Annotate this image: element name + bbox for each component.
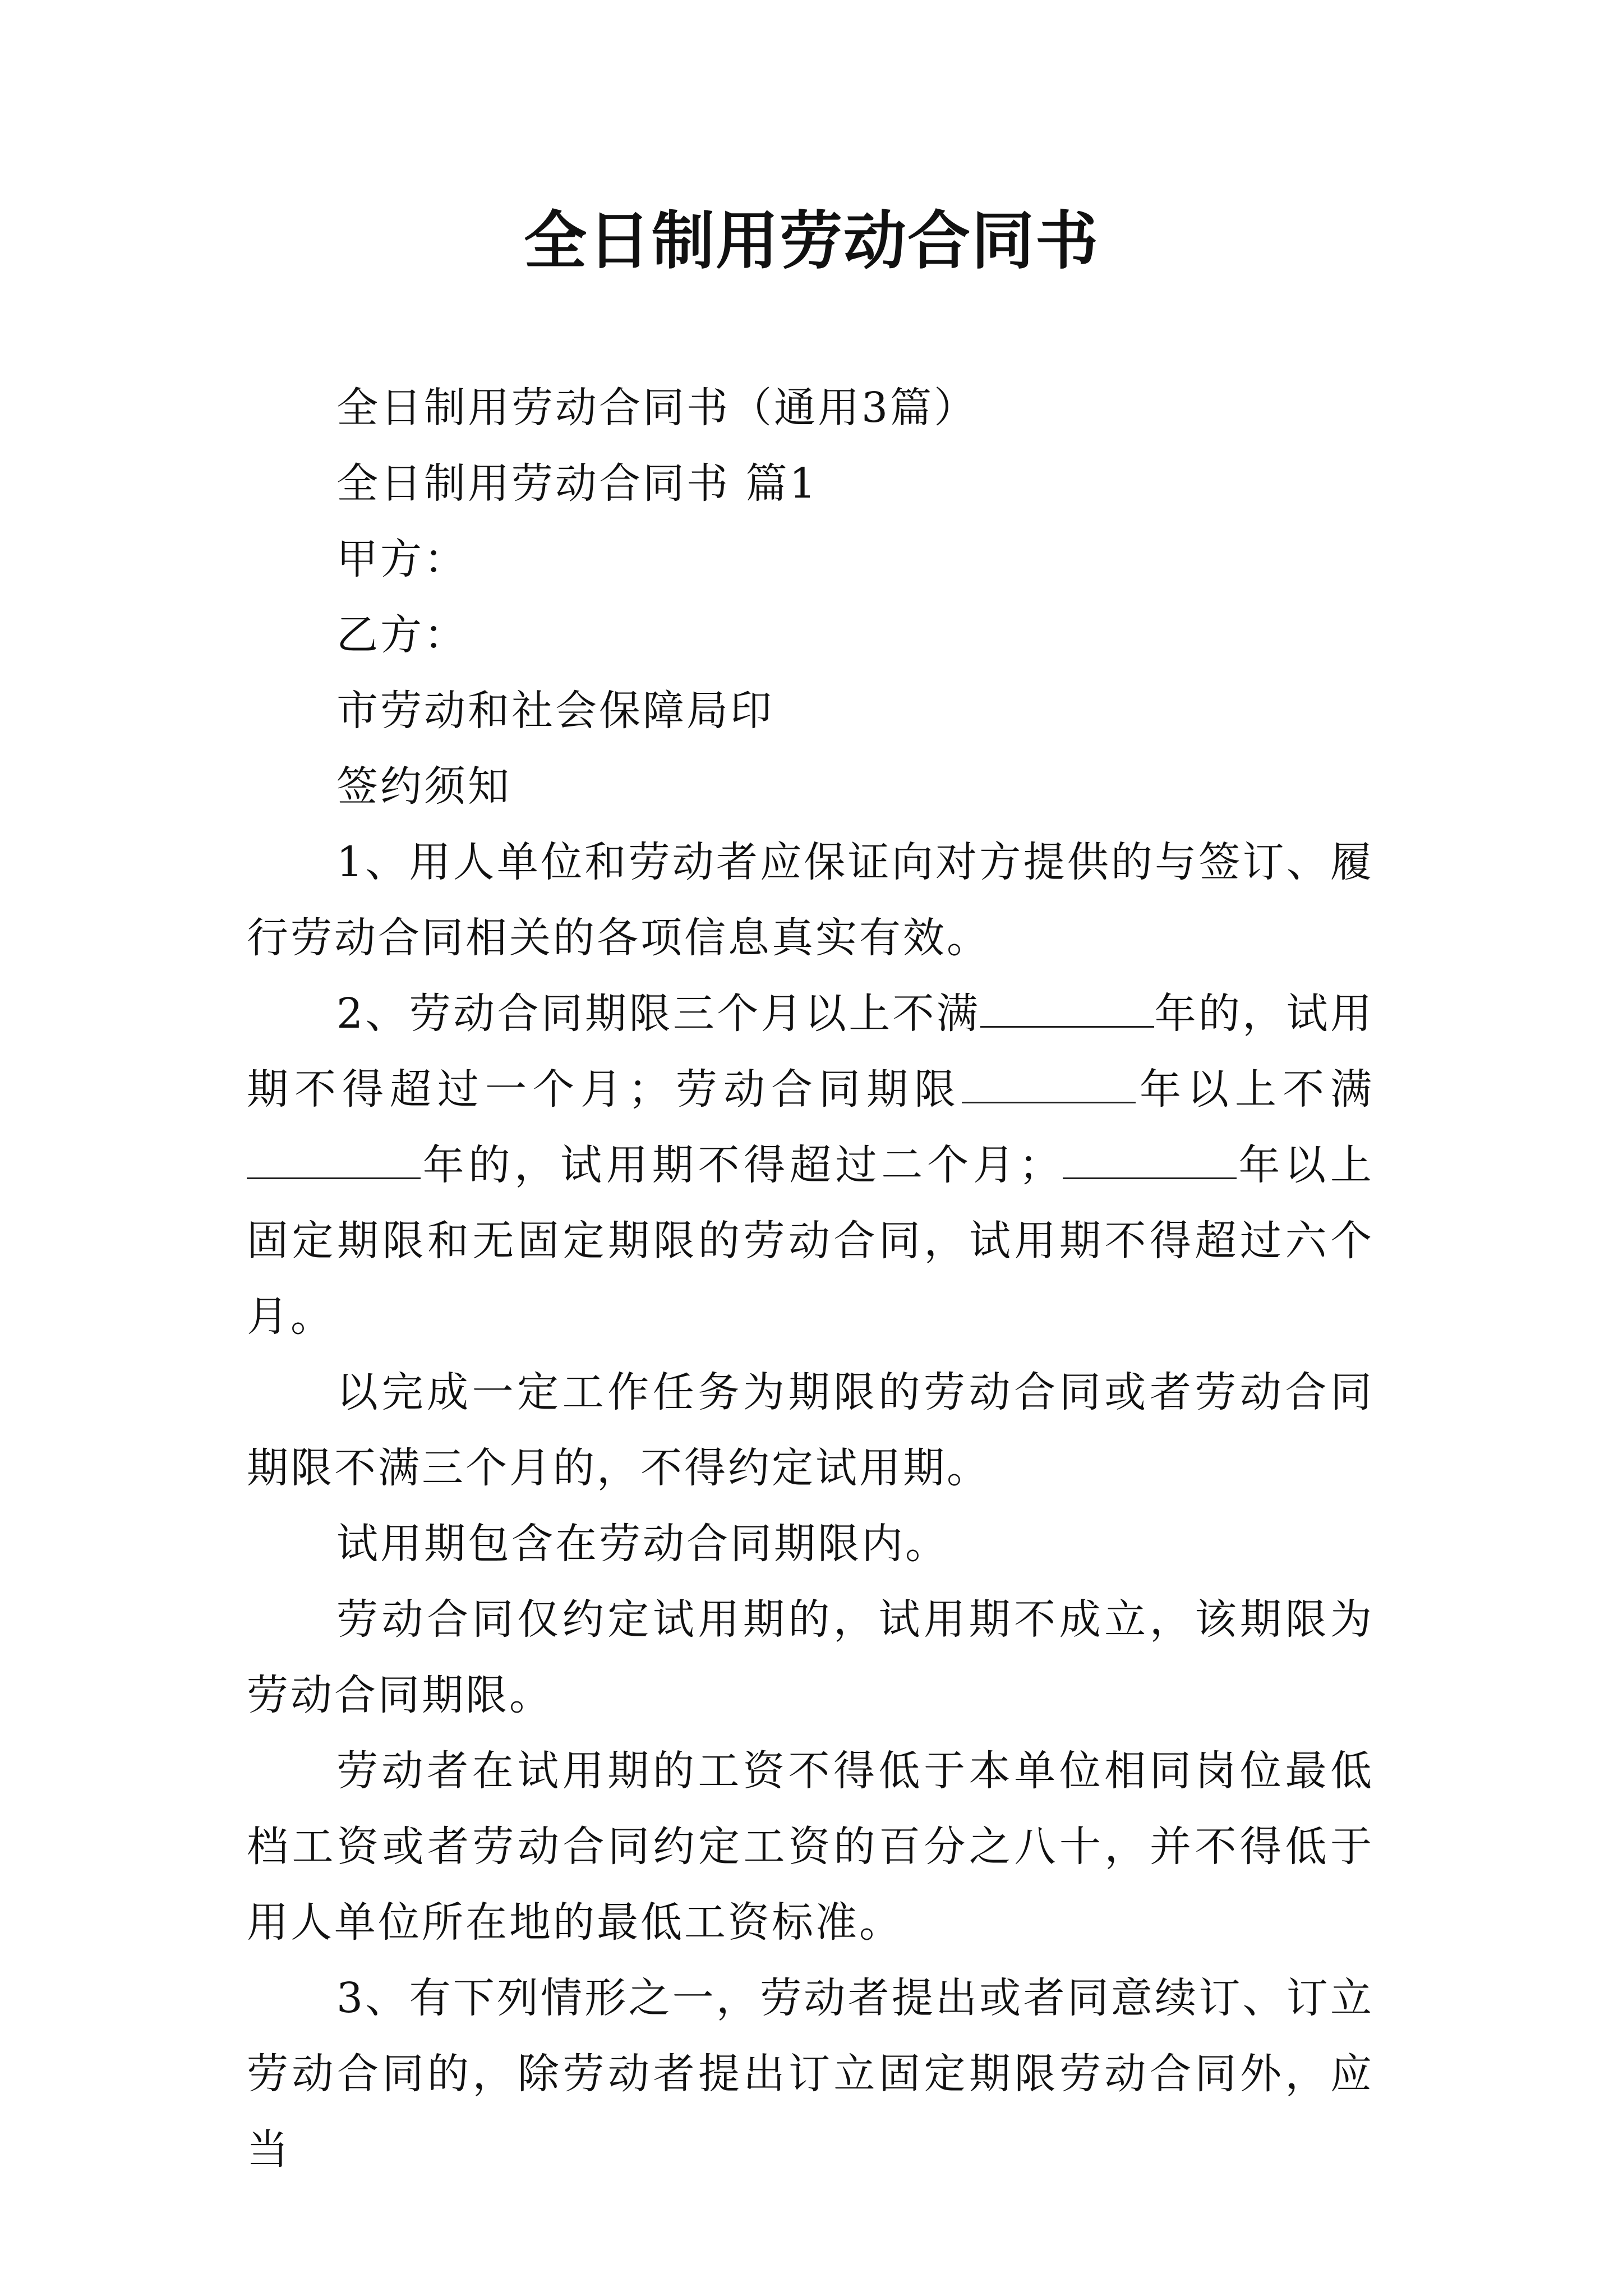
part-heading: 全日制用劳动合同书 篇1 [336,459,818,508]
issuer-line: 市劳动和社会保障局印 [336,687,774,735]
paragraph-probation-only: 劳动合同仅约定试用期的，试用期不成立，该期限为劳动合同期限。 [247,1595,1374,1719]
item-2-text-5: 年以上固定期限和无固定期限的劳动合同，试用期不得超过六个月。 [247,1141,1375,1341]
document-body [247,370,1374,2188]
item-2-text-2: 年的，试用期不得超过一个月；劳动合同期限 [247,990,1374,1114]
item-2-text-1: 2、劳动合同期限三个月以上不满 [336,990,981,1038]
paragraph-probation-wage: 劳动者在试用期的工资不得低于本单位相同岗位最低档工资或者劳动合同约定工资的百分之八十，并不得低于用人单位所在地的最低工资标准。 [247,1747,1374,1947]
notice-heading: 签约须知 [336,762,511,811]
blank-field[interactable] [962,1057,1136,1103]
blank-field[interactable] [980,981,1154,1028]
item-2-text-4: 年的，试用期不得超过二个月； [421,1141,1063,1189]
paragraph-task-based: 以完成一定工作任务为期限的劳动合同或者劳动合同期限不满三个月的，不得约定试用期。 [247,1368,1374,1492]
subtitle: 全日制用劳动合同书（通用3篇） [336,384,978,432]
document-title: 全日制用劳动合同书 [524,204,1099,278]
item-3: 3、有下列情形之一，劳动者提出或者同意续订、订立劳动合同的，除劳动者提出订立固定期限劳动合同外，应当 [247,1974,1374,2174]
blank-field[interactable] [247,1133,421,1179]
item-2-text-3: 年以上不满 [1136,1065,1374,1114]
blank-field[interactable] [1063,1133,1237,1179]
paragraph-probation-included: 试用期包含在劳动合同期限内。 [336,1520,949,1568]
party-b-label: 乙方： [336,611,468,659]
item-2 [247,976,1374,1355]
party-a-label: 甲方： [336,535,468,583]
item-1: 1、用人单位和劳动者应保证向对方提供的与签订、履行劳动合同相关的各项信息真实有效。 [247,838,1374,962]
